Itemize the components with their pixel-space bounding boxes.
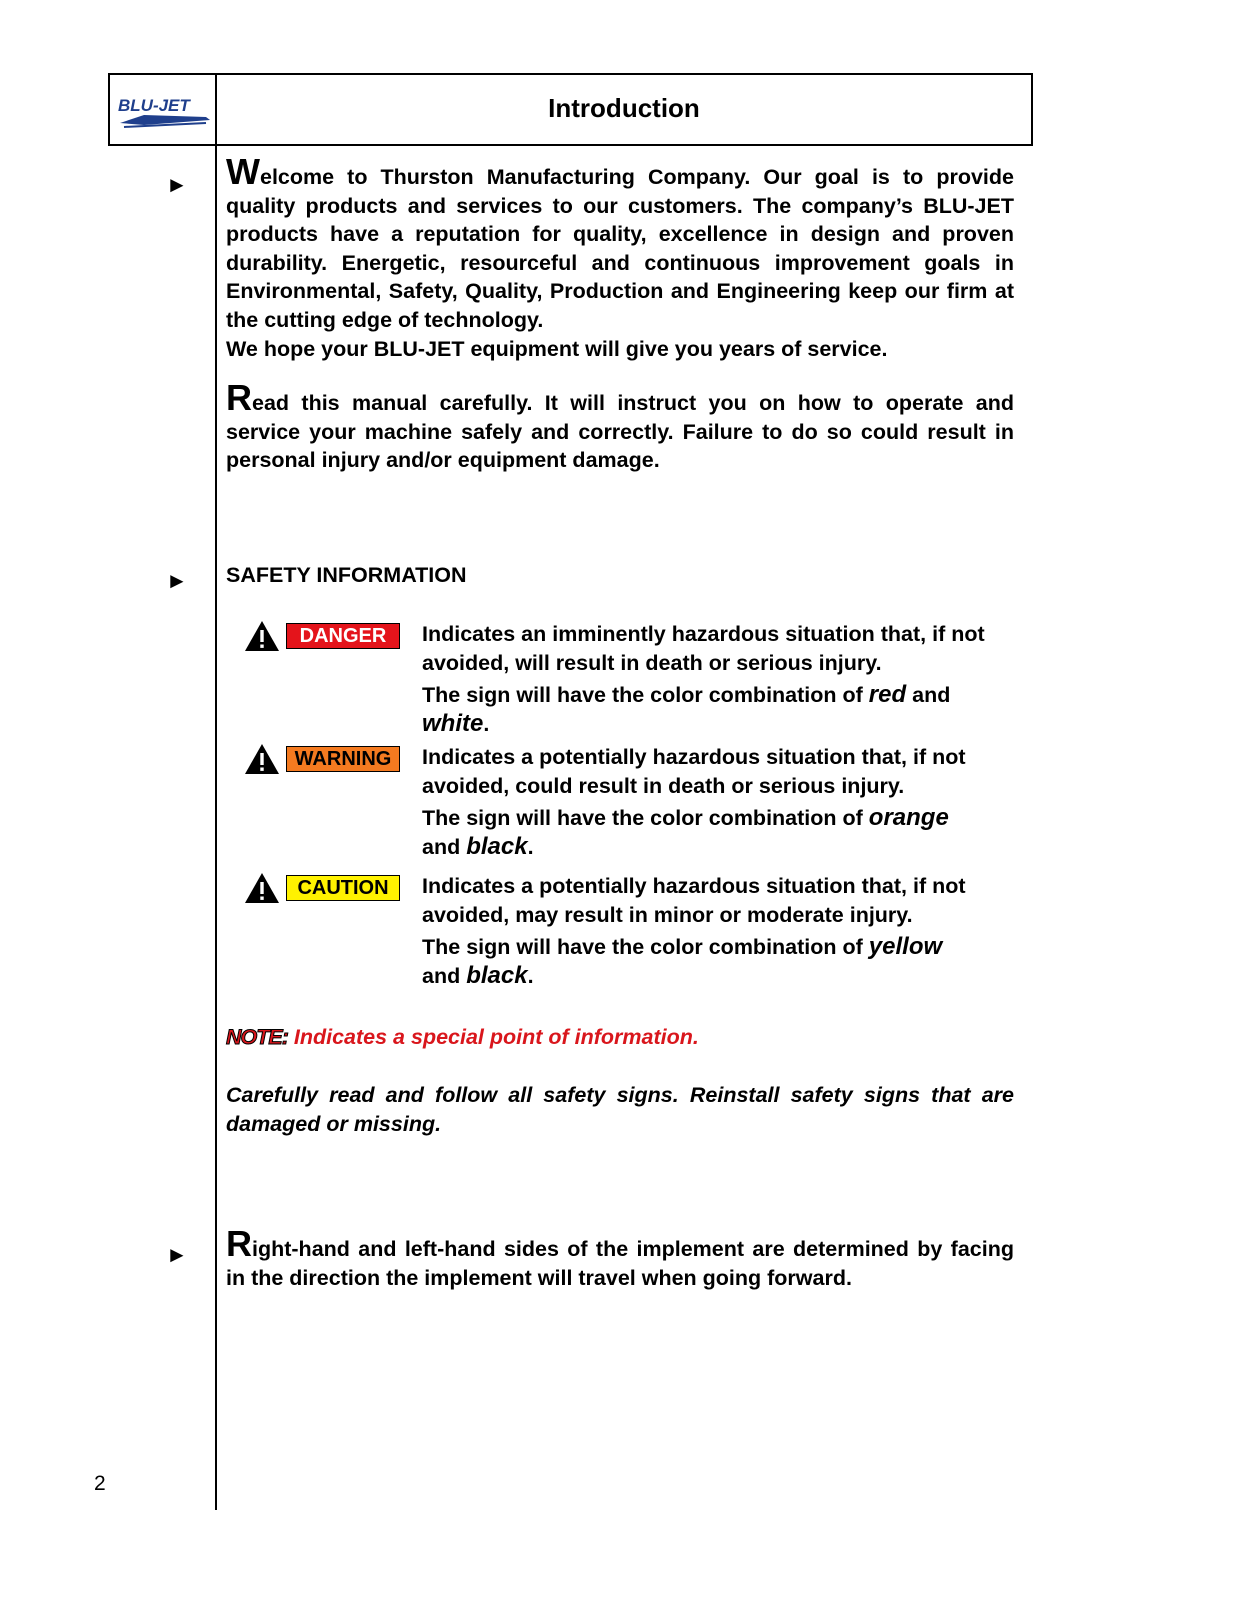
welcome-text-2: We hope your BLU-JET equipment will give you years of service.	[226, 336, 888, 361]
caution-sign	[244, 872, 400, 904]
welcome-text: elcome to Thurston Manufacturing Company. Our goal is to provide quality products and services to our customers. The company’s BLU-JET products have a reputation for quality, excellence in design and proven durability. Energetic, resourceful and continuous improvement goals in Environmental, Safety, Quality, Production and Engineering keep our firm at the cutting edge of technology.	[226, 165, 1014, 332]
danger-badge: DANGER	[286, 623, 400, 649]
note-label: NOTE:	[226, 1025, 288, 1049]
color-word: red	[868, 681, 907, 709]
caution-description	[422, 872, 1022, 990]
color-word: black	[466, 832, 528, 860]
page-title: Introduction	[548, 92, 700, 123]
brand-logo	[110, 75, 217, 144]
warning-desc-text: Indicates a potentially hazardous situation that, if not avoided, could result in death or serious injury.	[422, 745, 966, 798]
color-joiner: and	[422, 834, 461, 859]
color-word: yellow	[868, 933, 943, 961]
color-end: .	[483, 711, 490, 736]
warning-color-line	[422, 804, 1022, 861]
sides-paragraph	[226, 1223, 1014, 1292]
note-text: Indicates a special point of information.	[293, 1025, 699, 1049]
color-word: white	[422, 709, 484, 737]
warning-triangle-icon	[244, 743, 280, 775]
welcome-paragraph	[226, 151, 1014, 363]
note-line	[226, 1025, 699, 1050]
warning-triangle-icon	[244, 620, 280, 652]
bullet-arrow-icon: ►	[166, 1242, 188, 1267]
color-joiner: and	[422, 963, 461, 988]
page-number: 2	[94, 1472, 106, 1495]
warning-sign	[244, 743, 400, 775]
read-text: ead this manual carefully. It will instruct you on how to operate and service your machine safely and correctly. Failure to do so could result in personal injury and/or equipment damage.	[226, 391, 1014, 473]
danger-desc-text: Indicates an imminently hazardous situation that, if not avoided, will result in death or serious injury.	[422, 622, 985, 675]
color-end: .	[527, 834, 534, 859]
bullet-arrow-icon: ►	[166, 568, 188, 593]
bullet-arrow-icon: ►	[166, 172, 188, 197]
color-joiner: and	[912, 683, 951, 708]
sides-text: ight-hand and left-hand sides of the implement are determined by facing in the direction the implement will travel when going forward.	[226, 1237, 1014, 1290]
header-box	[108, 73, 1033, 146]
color-end: .	[527, 963, 534, 988]
color-word: black	[466, 961, 528, 989]
warning-triangle-icon	[244, 872, 280, 904]
warning-description	[422, 743, 1022, 861]
color-prefix: The sign will have the color combination of	[422, 935, 863, 960]
warning-badge: WARNING	[286, 746, 400, 772]
blu-jet-logo-icon	[114, 87, 214, 133]
caution-color-line	[422, 933, 1022, 990]
follow-signs-paragraph: Carefully read and follow all safety signs. Reinstall safety signs that are damaged or missing.	[226, 1083, 1014, 1136]
caution-desc-text: Indicates a potentially hazardous situation that, if not avoided, may result in minor or moderate injury.	[422, 874, 966, 927]
color-prefix: The sign will have the color combination of	[422, 806, 863, 831]
danger-description	[422, 620, 1022, 738]
color-word: orange	[868, 804, 949, 832]
caution-badge: CAUTION	[286, 875, 400, 901]
danger-color-line	[422, 681, 1022, 738]
logo-text: BLU-JET	[117, 95, 190, 115]
dropcap: R	[226, 377, 252, 418]
margin-rule	[215, 73, 217, 1510]
color-prefix: The sign will have the color combination of	[422, 683, 863, 708]
danger-sign	[244, 620, 400, 652]
dropcap: R	[226, 1223, 252, 1264]
dropcap: W	[226, 151, 260, 192]
section-heading: SAFETY INFORMATION	[226, 563, 467, 587]
read-paragraph	[226, 377, 1014, 475]
